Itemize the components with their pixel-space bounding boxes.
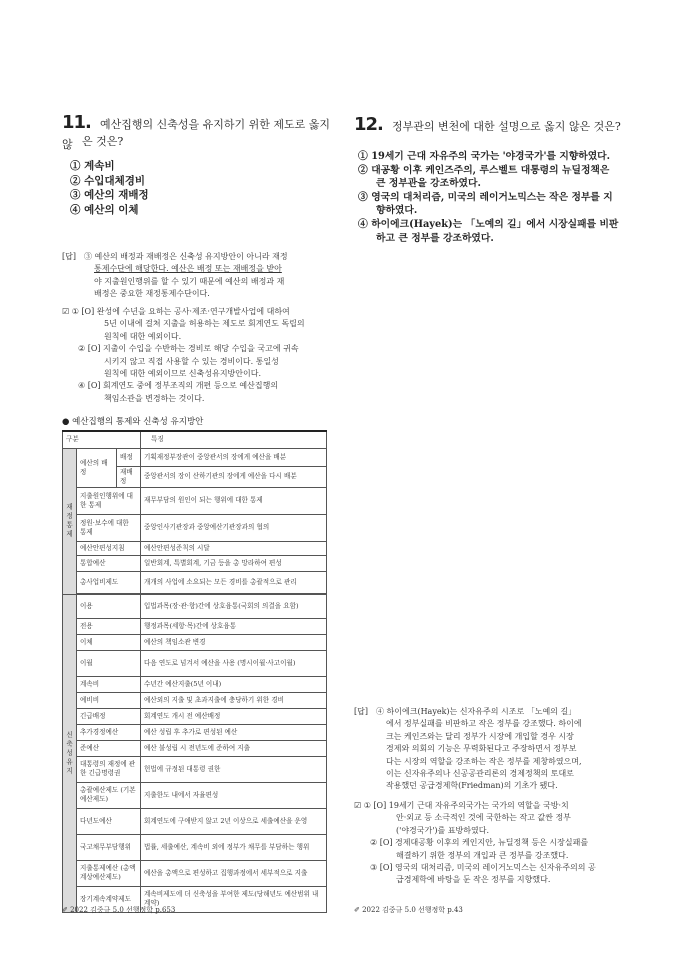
q12-answer-line5: 다는 시장의 역할을 강조하는 작은 정부를 제창하였으며, [386,756,582,766]
table-row [63,618,327,634]
q12-footer: ✐ 2022 김중규 5.0 선행정학 p.43 [354,906,463,914]
table-row [63,782,327,808]
row-label: 통합예산 [77,555,141,571]
q11-options [70,159,149,217]
table-row [63,860,327,886]
q12-expl-7: 급경제학에 바탕을 둔 작은 정부를 지향했다. [396,875,551,885]
row-label: 총괄예산제도 (기본예산제도) [77,782,141,808]
row-feature: 기획재정부장관이 중앙관서의 장에게 예산을 배분 [141,448,327,466]
q12-expl-3: ('야경국가')를 표방하였다. [396,825,490,835]
row-label: 대통령의 재정에 관한 긴급명령권 [77,756,141,782]
table-row [63,692,327,708]
q12-expl-1: ☑ ① [O] 19세기 근대 자유주의국가는 국가의 역할을 국방·치 [354,801,569,810]
row-feature: 다음 연도로 넘겨서 예산을 사용 (명시이월·사고이월) [141,650,327,676]
row-label: 추가경정예산 [77,724,141,740]
table-row [63,676,327,692]
row-feature: 일반회계, 특별회계, 기금 등을 총 망라하여 편성 [141,555,327,571]
row-label: 총사업비제도 [77,571,141,593]
row-label: 긴급배정 [77,708,141,724]
q11-table-title: ● 예산집행의 통제와 신축성 유지방안 [62,417,204,427]
q12-answer [354,706,639,793]
q11-number: 11. [62,112,91,133]
q12-option-1[interactable]: ① 19세기 근대 자유주의 국가는 '야경국가'를 지향하였다. [358,151,611,162]
q12-option-4[interactable]: ④ 하이에크(Hayek)는 「노예의 길」에서 시장실패를 비판 [358,218,619,230]
q11-option-2[interactable]: ② 수입대체경비 [70,174,146,187]
q11-question-line2: 은 것은? [82,135,124,148]
vertical-group-label: 신 축 성 유 지 [66,730,73,775]
q12-option-2-cont[interactable]: 큰 정부관을 강조하였다. [376,178,481,190]
table-row [63,650,327,676]
row-feature: 재무부담의 원인이 되는 행위에 대한 통제 [141,487,327,514]
q12-expl-4: ② [O] 경제대공황 이후의 케인지안, 뉴딜정책 등은 시장실패를 [370,838,589,848]
q11-expl-6: 원칙에 대한 예외이므로 신축성유지방안이다. [104,369,262,379]
q11-expl-4: ② [O] 지출이 수입을 수반하는 경비로 해당 수입을 국고에 귀속 [78,344,299,354]
table-header [63,431,327,448]
q11-expl-5: 시키지 않고 직접 사용할 수 있는 경비이다. 통일성 [104,356,279,366]
row-label: 장기계속계약제도 [77,886,141,912]
row-label: 다년도예산 [77,808,141,834]
row-feature: 지출한도 내에서 자율편성 [141,782,327,808]
header-category: 구분 [63,431,141,448]
q11-footer: ✐ 2022 김중규 5.0 선행정학 p.653 [62,906,176,914]
table-row [63,834,327,860]
q11-expl-3: 원칙에 대한 예외이다. [104,331,182,341]
row-feature: 예산의 책임소관 변경 [141,634,327,650]
q11-option-4[interactable]: ④ 예산의 이체 [70,203,139,216]
q11-answer [62,251,340,301]
table-row [63,634,327,650]
table-row [63,708,327,724]
q11-option-1[interactable]: ① 계속비 [70,160,115,172]
row-feature: 법률, 세출예산, 계속비 외에 정부가 채무를 부담하는 행위 [141,834,327,860]
table-row [63,808,327,834]
row-feature: 예산외의 지출 및 초과지출에 충당하기 위한 경비 [141,692,327,708]
row-feature: 중앙관서의 장이 산하기관의 장에게 예산을 다시 배분 [141,466,327,487]
q11-explanation [62,306,342,405]
row-sub: 재배정 [117,466,141,487]
row-label: 이체 [77,634,141,650]
q11-expl-8: 책임소관을 변경하는 것이다. [104,393,205,403]
q12-answer-tag: [답] [354,707,368,716]
row-label: 이월 [77,650,141,676]
row-feature: 계속비제도에 더 신축성을 부여한 제도(당해년도 예산범위 내 계약) [141,886,327,912]
q12-answer-line1: ④ 하이에크(Hayek)는 신자유주의 시조로 「노예의 길」 [376,707,577,716]
row-label: 이용 [77,594,141,618]
table-row [63,571,327,593]
row-label: 전용 [77,618,141,634]
q11-answer-line4: 배정은 중요한 재정통제수단이다. [94,289,210,299]
row-feature: 회계연도에 구애받지 않고 2년 이상으로 세출예산을 운영 [141,808,327,834]
table-row [63,724,327,740]
q11-answer-line1: ③ 예산의 배정과 재배정은 신축성 유지방안이 아니라 재정 [84,252,288,261]
q12-answer-line3: 크는 케인즈와는 달리 정부가 시장에 개입할 경우 시장 [386,731,574,741]
row-feature: 행정과목(세항·목)간에 상호융통 [141,618,327,634]
q12-options [358,150,633,245]
table-row [63,448,327,466]
q12-option-2[interactable]: ② 대공황 이후 케인즈주의, 루스벨트 대통령의 뉴딜정책은 [358,164,610,176]
row-label: 예산안편성지침 [77,541,141,555]
row-feature: 입법과목(장·관·항)간에 상호융통(국회의 의결을 요함) [141,594,327,618]
row-feature: 수년간 예산지출(5년 이내) [141,676,327,692]
q11-option-3[interactable]: ③ 예산의 재배정 [70,189,149,201]
header-feature: 특징 [141,431,327,448]
group-label-control [63,448,77,594]
q11-answer-tag: [답] [62,252,76,261]
q12-option-4-cont[interactable]: 하고 큰 정부를 강조하였다. [376,232,494,244]
q12-explanation [354,800,639,887]
q11-expl-1: ☑ ① [O] 완성에 수년을 요하는 공사·제조·연구개발사업에 대하여 [62,307,290,316]
q12-answer-line7: 작용했던 공급경제학(Friedman)의 기초가 됐다. [386,781,558,791]
row-label: 예비비 [77,692,141,708]
table-row [63,740,327,756]
row-feature: 회계연도 개시 전 예산배정 [141,708,327,724]
row-feature: 예산을 총액으로 편성하고 집행과정에서 세부적으로 지출 [141,860,327,886]
q11-expl-7: ④ [O] 회계연도 중에 정부조직의 개편 등으로 예산집행의 [78,381,279,391]
group-label-flex [63,594,77,912]
q12-question: 정부관의 변천에 대한 설명으로 옳지 않은 것은? [391,120,621,133]
vertical-group-label: 재 정 통 제 [66,503,73,538]
table-row [63,555,327,571]
q11-question-line1: 예산집행의 신축성을 유지하기 위한 제도로 옳지 않 [62,118,330,151]
q12-answer-line2: 에서 정부실패를 비판하고 작은 정부를 강조했다. 하이에 [386,719,582,729]
q11-expl-2: 5년 이내에 걸쳐 지출을 허용하는 제도로 회계연도 독립의 [104,319,305,329]
table-row [63,514,327,541]
row-feature: 예산 성립 후 추가로 편성된 예산 [141,724,327,740]
row-label: 지출원인행위에 대한 통제 [77,487,141,514]
row-label: 정원·보수에 대한 통제 [77,514,141,541]
table-row [63,756,327,782]
row-sub: 배정 [117,448,141,466]
budget-table [62,430,327,913]
row-feature: 헌법에 규정된 대통령 권한 [141,756,327,782]
q12-option-3-cont[interactable]: 향하였다. [376,205,418,217]
q12-expl-5: 해결하기 위한 정부의 개입과 큰 정부를 강조했다. [396,850,569,860]
q12-option-3[interactable]: ③ 영국의 대처리즘, 미국의 레이거노믹스는 작은 정부를 지 [358,191,613,203]
q12-answer-line4: 경제와 의회의 기능은 무력화된다고 주장하면서 정부보 [386,744,577,754]
row-label: 예산의 배정 [77,448,117,487]
row-label: 국고채무부담행위 [77,834,141,860]
row-feature: 개개의 사업에 소요되는 모든 경비를 총괄적으로 관리 [141,571,327,593]
q12-expl-2: 안·외교 등 소극적인 것에 국한하는 작고 값싼 정부 [396,813,571,823]
table-row [63,487,327,514]
row-feature: 예산안편성준칙의 시달 [141,541,327,555]
q12-expl-6: ③ [O] 영국의 대처리즘, 미국의 레이거노믹스는 신자유주의의 공 [370,863,596,873]
q11-answer-line3: 야 지출원인행위를 할 수 있기 때문에 예산의 배정과 재 [94,276,285,286]
table-row [63,594,327,618]
row-label: 계속비 [77,676,141,692]
row-feature: 예산 불성립 시 전년도에 준하여 지출 [141,740,327,756]
row-label: 지출통제예산 (총액계상예산제도) [77,860,141,886]
table-row [63,541,327,555]
row-feature: 중앙인사기관장과 중앙예산기관장과의 협의 [141,514,327,541]
q11-answer-line2: 통제수단에 해당한다. 예산은 배정 또는 재배정을 받아 [94,264,282,274]
q12-number: 12. [354,114,383,135]
q12-answer-line6: 이는 신자유주의나 신공공관리론의 경제정책의 토대로 [386,769,574,779]
row-label: 준예산 [77,740,141,756]
